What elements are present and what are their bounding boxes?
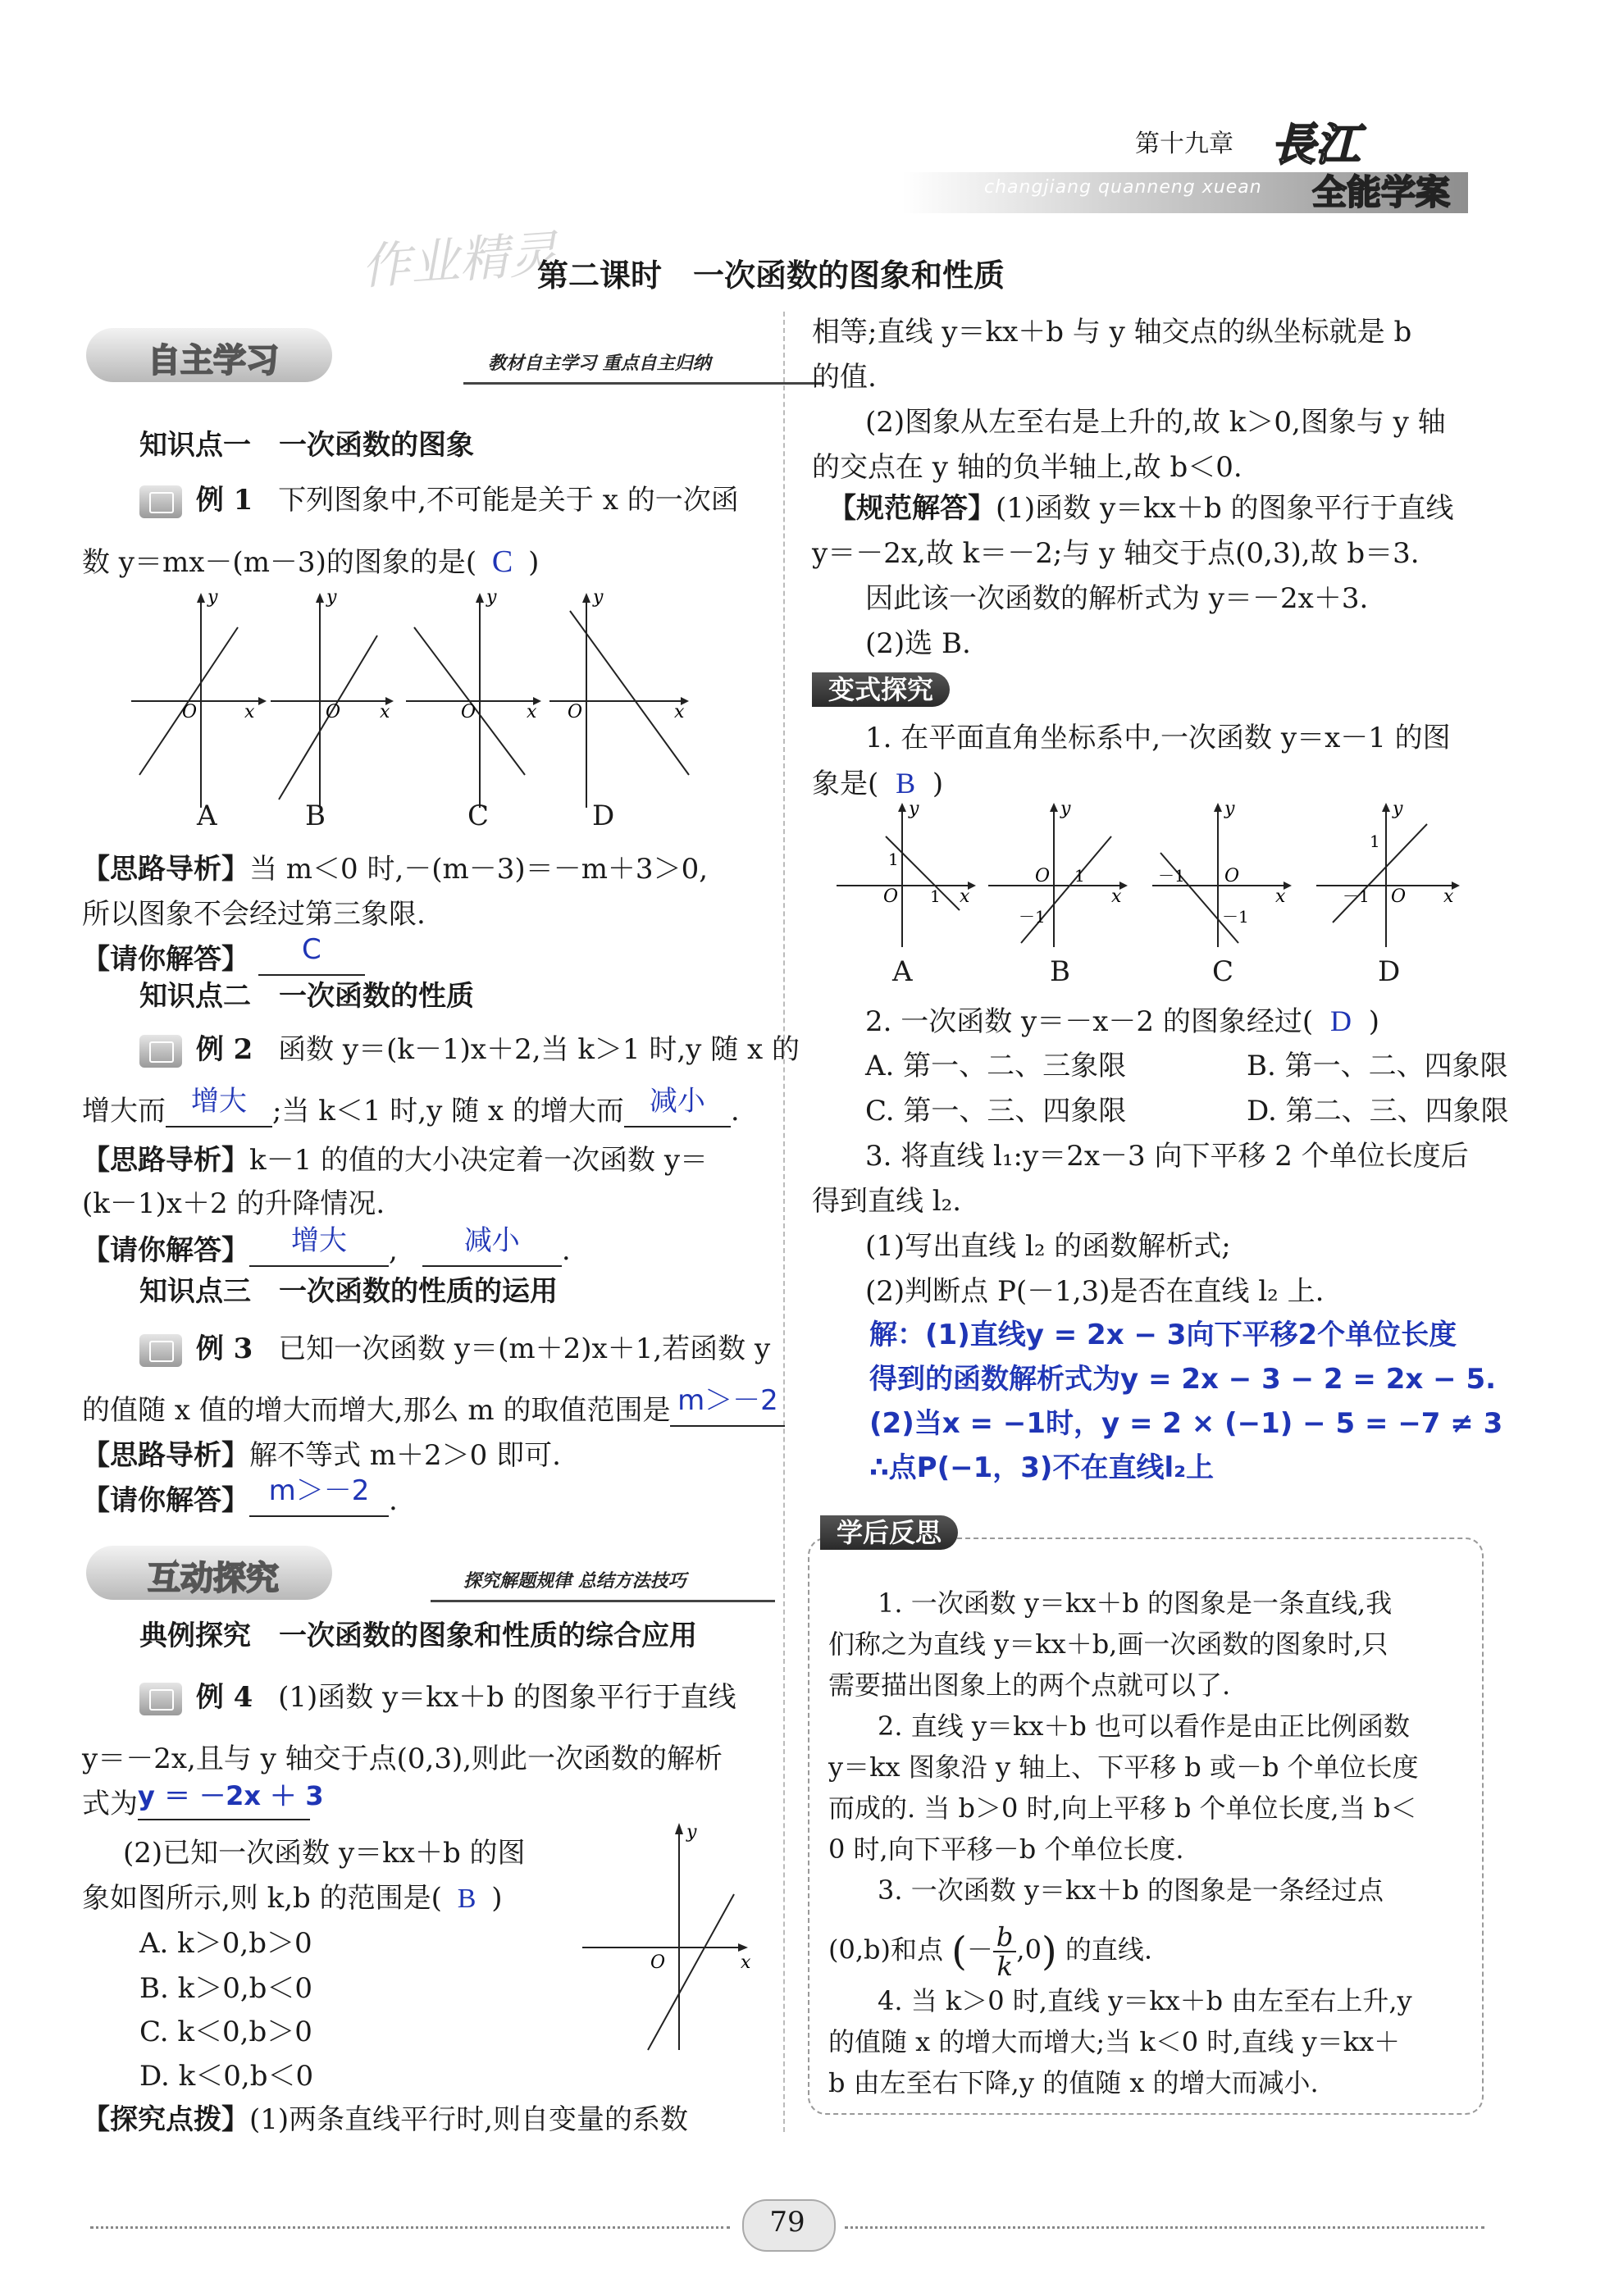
answer-blank bbox=[422, 1224, 562, 1267]
variant-option-d: D bbox=[1378, 955, 1401, 988]
axis-label: y bbox=[686, 1822, 697, 1843]
example-2-answer-row bbox=[82, 1224, 571, 1267]
example-2-line1 bbox=[139, 1033, 800, 1068]
option-a: A bbox=[197, 800, 217, 832]
answer-blank bbox=[249, 1474, 389, 1517]
tick-label: －1 bbox=[1019, 907, 1046, 927]
tick-label: －1 bbox=[1158, 866, 1185, 886]
example-4-text: (1)函数 y＝kx＋b 的图象平行于直线 bbox=[278, 1681, 736, 1714]
answer-tag: 【请你解答】 bbox=[82, 1484, 249, 1517]
answer-blank bbox=[138, 1780, 324, 1820]
section-subtitle: 教材自主学习 重点自主归纳 bbox=[488, 353, 711, 374]
thinking-text: 当 m＜0 时,－(m－3)＝－m＋3＞0, bbox=[249, 853, 709, 886]
variant-option-c: C bbox=[1212, 955, 1234, 988]
section-self-study bbox=[86, 328, 759, 385]
brand-top: 長江 bbox=[1271, 118, 1360, 171]
graph-b bbox=[271, 587, 394, 808]
handwritten-solution-3: (2)当x = −1时，y = 2 × (−1) − 5 = −7 ≠ 3 bbox=[869, 1407, 1503, 1440]
right-cont-4: 的交点在 y 轴的负半轴上,故 b＜0. bbox=[812, 451, 1243, 484]
graph-b bbox=[988, 800, 1128, 947]
reflection-p4-1: 4. 当 k＞0 时,直线 y＝kx＋b 由左至右上升,y bbox=[878, 1985, 1412, 2016]
origin-label: O bbox=[1035, 866, 1051, 886]
tick-label: 1 bbox=[930, 886, 941, 906]
example-icon bbox=[139, 1334, 182, 1367]
section-rule bbox=[431, 1600, 775, 1602]
example-1-close: ) bbox=[528, 546, 540, 579]
handwritten-solution-1: 解：(1)直线y = 2x − 3向下平移2个单位长度 bbox=[869, 1319, 1457, 1351]
variant-q2-answer: D bbox=[1329, 1004, 1352, 1037]
section-title: 互动探究 bbox=[148, 1560, 279, 1597]
header bbox=[0, 0, 1605, 221]
answer-blank bbox=[670, 1384, 785, 1427]
reflection-p2-2: y＝kx 图象沿 y 轴上、下平移 b 或－b 个单位长度 bbox=[828, 1752, 1419, 1783]
std-solution-2: y＝－2x,故 k＝－2;与 y 轴交于点(0,3),故 b＝3. bbox=[812, 537, 1420, 570]
example-2-line2 bbox=[82, 1085, 740, 1128]
variant-option-b: B bbox=[1050, 955, 1070, 988]
section-subtitle: 探究解题规律 总结方法技巧 bbox=[463, 1570, 686, 1592]
example-label: 例 1 bbox=[195, 484, 253, 517]
reflection-p2-3: 而成的. 当 b＞0 时,向上平移 b 个单位长度,当 b＜ bbox=[828, 1793, 1417, 1824]
example-2-text: 函数 y＝(k－1)x＋2,当 k＞1 时,y 随 x 的 bbox=[278, 1033, 800, 1066]
example-icon bbox=[139, 1035, 182, 1068]
header-pinyin: changjiang quanneng xuean bbox=[984, 177, 1262, 198]
axis-label: x bbox=[527, 702, 537, 722]
footer-rule-left bbox=[90, 2226, 730, 2229]
fraction-minus: － bbox=[966, 1934, 993, 1966]
variant-q1-graphs bbox=[828, 800, 1484, 955]
example-4-tip bbox=[82, 2103, 688, 2136]
example-1-text: 下列图象中,不可能是关于 x 的一次函 bbox=[278, 484, 739, 517]
example-3-line2 bbox=[82, 1384, 785, 1427]
variant-q2-choice-c: C. 第一、三、四象限 bbox=[865, 1095, 1127, 1128]
right-cont-1: 相等;直线 y＝kx＋b 与 y 轴交点的纵坐标就是 b bbox=[812, 316, 1412, 348]
knowledge-point-3: 知识点三 一次函数的性质的运用 bbox=[139, 1275, 558, 1308]
tick-label: 1 bbox=[1370, 831, 1380, 851]
axis-label: y bbox=[909, 800, 919, 819]
paren-close: ) bbox=[1041, 1929, 1057, 1975]
example-2-text2: 增大而 bbox=[82, 1095, 166, 1128]
variant-q1-text: 象是( bbox=[812, 768, 879, 800]
answer-fill: 增大 bbox=[291, 1224, 347, 1257]
choice-a: A. k＞0,b＞0 bbox=[139, 1927, 312, 1960]
section-rule bbox=[463, 382, 824, 385]
origin-label: O bbox=[650, 1952, 666, 1973]
fill-increase: 增大 bbox=[191, 1085, 247, 1118]
graph-c bbox=[406, 587, 541, 808]
example-4-text3: 式为 bbox=[82, 1788, 138, 1820]
right-cont-3: (2)图象从左至右是上升的,故 k＞0,图象与 y 轴 bbox=[865, 406, 1446, 439]
period: . bbox=[389, 1484, 398, 1517]
reflection-p3-text: (0,b)和点 bbox=[828, 1934, 943, 1966]
axis-label: y bbox=[593, 587, 604, 608]
footer-rule-right bbox=[845, 2226, 1484, 2229]
axis-label: x bbox=[741, 1952, 751, 1973]
example-icon bbox=[139, 1683, 182, 1715]
paren-open: ( bbox=[951, 1929, 967, 1975]
example-3-text: 已知一次函数 y＝(m＋2)x＋1,若函数 y bbox=[278, 1332, 771, 1365]
period: . bbox=[730, 1095, 740, 1128]
reflection-p4-2: 的值随 x 的增大而增大;当 k＜0 时,直线 y＝kx＋ bbox=[828, 2026, 1401, 2057]
example-4-line1 bbox=[139, 1681, 736, 1715]
answer-blank bbox=[258, 933, 365, 976]
std-solution-3: 因此该一次函数的解析式为 y＝－2x＋3. bbox=[865, 582, 1369, 615]
tick-label: 1 bbox=[888, 850, 899, 869]
tick-label: 1 bbox=[1074, 866, 1085, 886]
tip-tag: 【探究点拨】 bbox=[82, 2103, 249, 2136]
tick-label: －1 bbox=[1343, 886, 1370, 906]
section-interactive bbox=[86, 1546, 759, 1603]
example-4-part2-line2 bbox=[82, 1882, 502, 1916]
variant-q2-choice-d: D. 第二、三、四象限 bbox=[1247, 1095, 1509, 1128]
axis-label: x bbox=[674, 702, 685, 722]
lesson-title: 第二课时 一次函数的图象和性质 bbox=[537, 257, 1005, 294]
reflection-header: 学后反思 bbox=[820, 1515, 958, 1550]
fraction-numerator: b bbox=[993, 1923, 1016, 1952]
section-title: 自主学习 bbox=[148, 342, 279, 380]
page-number: 79 bbox=[769, 2206, 805, 2239]
answer-tag: 【请你解答】 bbox=[82, 943, 249, 976]
reflection-p2-4: 0 时,向下平移－b 个单位长度. bbox=[828, 1834, 1184, 1865]
thinking-text: 解不等式 m＋2＞0 即可. bbox=[249, 1439, 561, 1472]
axis-label: x bbox=[1443, 886, 1454, 907]
variant-q2-choice-b: B. 第一、二、四象限 bbox=[1247, 1050, 1508, 1082]
thinking-tag: 【思路导析】 bbox=[82, 853, 249, 886]
variant-q3-part2: (2)判断点 P(－1,3)是否在直线 l₂ 上. bbox=[865, 1275, 1325, 1308]
answer-fill: 减小 bbox=[463, 1224, 520, 1257]
reflection-p3-2 bbox=[828, 1923, 1152, 1980]
example-3-answer-row bbox=[82, 1474, 398, 1517]
example-4-line2: y＝－2x,且与 y 轴交于点(0,3),则此一次函数的解析 bbox=[82, 1742, 723, 1775]
variant-header: 变式探究 bbox=[812, 672, 950, 707]
example-1-answer: C bbox=[491, 544, 513, 579]
axis-label: y bbox=[1224, 800, 1235, 819]
variant-q2-close: ) bbox=[1368, 1005, 1380, 1038]
tip-text: (1)两条直线平行时,则自变量的系数 bbox=[249, 2103, 688, 2136]
axis-label: y bbox=[1060, 800, 1071, 819]
brand-bottom: 全能学案 bbox=[1312, 172, 1451, 212]
fraction bbox=[993, 1923, 1016, 1980]
choice-d: D. k＜0,b＜0 bbox=[139, 2060, 314, 2093]
example-label: 例 3 bbox=[195, 1332, 253, 1365]
example-4-part2-answer: B bbox=[457, 1884, 476, 1914]
std-solution-1 bbox=[828, 492, 1454, 525]
axis-label: y bbox=[1393, 800, 1403, 819]
example-1-line2 bbox=[82, 545, 539, 579]
example-1-thinking-2: 所以图象不会经过第三象限. bbox=[82, 898, 426, 931]
origin-label: O bbox=[182, 702, 198, 722]
choice-c: C. k＜0,b＞0 bbox=[139, 2016, 312, 2048]
variant-q2 bbox=[865, 1004, 1379, 1038]
example-1-thinking bbox=[82, 853, 708, 886]
comma: , bbox=[389, 1234, 398, 1267]
variant-q3-part1: (1)写出直线 l₂ 的函数解析式; bbox=[865, 1230, 1231, 1263]
graph-c bbox=[1152, 800, 1292, 947]
example-1-text2: 数 y＝mx－(m－3)的图象的是( bbox=[82, 546, 477, 579]
example-4-graph bbox=[574, 1816, 763, 2062]
origin-label: O bbox=[1391, 886, 1407, 907]
thinking-tag: 【思路导析】 bbox=[82, 1439, 249, 1472]
example-label: 例 4 bbox=[195, 1681, 253, 1714]
reflection-p1-2: 们称之为直线 y＝kx＋b,画一次函数的图象时,只 bbox=[828, 1629, 1388, 1660]
origin-label: O bbox=[461, 702, 476, 722]
example-2-thinking bbox=[82, 1144, 708, 1177]
std-tag: 【规范解答】 bbox=[828, 492, 996, 525]
example-3-line1 bbox=[139, 1332, 770, 1367]
example-3-thinking bbox=[82, 1439, 561, 1472]
variant-q3-line2: 得到直线 l₂. bbox=[812, 1185, 962, 1218]
axis-label: y bbox=[207, 587, 218, 608]
axis-label: y bbox=[326, 587, 337, 608]
example-4-close: ) bbox=[491, 1882, 503, 1915]
right-cont-2: 的值. bbox=[812, 361, 877, 394]
thinking-text: k－1 的值的大小决定着一次函数 y＝ bbox=[249, 1144, 709, 1177]
origin-label: O bbox=[883, 886, 899, 907]
origin-label: O bbox=[326, 702, 341, 722]
knowledge-point-2: 知识点二 一次函数的性质 bbox=[139, 980, 474, 1013]
tick-label: －1 bbox=[1222, 907, 1249, 927]
reflection-p3-text2: 的直线. bbox=[1065, 1934, 1153, 1966]
knowledge-point-4: 典例探究 一次函数的图象和性质的综合应用 bbox=[139, 1620, 697, 1652]
axis-label: x bbox=[1275, 886, 1286, 907]
variant-q1-line2 bbox=[812, 767, 943, 800]
brand-logo bbox=[1263, 107, 1476, 221]
graph-a bbox=[131, 587, 267, 808]
answer-tag: 【请你解答】 bbox=[82, 1234, 249, 1267]
option-d: D bbox=[592, 800, 615, 832]
axis-label: x bbox=[244, 702, 255, 722]
origin-label: O bbox=[1224, 866, 1240, 886]
example-4-line3 bbox=[82, 1780, 324, 1820]
example-label: 例 2 bbox=[195, 1033, 253, 1066]
example-2-text3: ;当 k＜1 时,y 随 x 的增大而 bbox=[272, 1095, 624, 1128]
graph-d bbox=[549, 587, 689, 808]
answer-blank bbox=[249, 1224, 389, 1267]
period: . bbox=[561, 1234, 571, 1267]
answer-blank bbox=[624, 1085, 731, 1128]
axis-label: y bbox=[486, 587, 497, 608]
example-1-answer-row bbox=[82, 933, 365, 976]
example-3-text2: 的值随 x 值的增大而增大,那么 m 的取值范围是 bbox=[82, 1394, 671, 1427]
header-chapter: 第十九章 bbox=[1135, 130, 1233, 158]
variant-q1-close: ) bbox=[932, 768, 944, 800]
answer-blank bbox=[166, 1085, 272, 1128]
reflection-p1-1: 1. 一次函数 y＝kx＋b 的图象是一条直线,我 bbox=[878, 1588, 1393, 1619]
example-2-thinking-2: (k－1)x＋2 的升降情况. bbox=[82, 1187, 385, 1220]
std-solution-4: (2)选 B. bbox=[865, 627, 971, 660]
graph-d bbox=[1316, 800, 1460, 947]
axis-label: x bbox=[380, 702, 390, 722]
option-c: C bbox=[467, 800, 490, 832]
reflection-p3-1: 3. 一次函数 y＝kx＋b 的图象是一条经过点 bbox=[878, 1875, 1384, 1906]
example-icon bbox=[139, 485, 182, 518]
variant-q2-choice-a: A. 第一、二、三象限 bbox=[865, 1050, 1127, 1082]
answer-fill: C bbox=[301, 933, 321, 966]
origin-label: O bbox=[568, 702, 583, 722]
handwritten-solution-2: 得到的函数解析式为y = 2x − 3 − 2 = 2x − 5. bbox=[869, 1363, 1497, 1396]
axis-label: x bbox=[1111, 886, 1122, 907]
example-1-graphs bbox=[123, 586, 763, 840]
answer-fill: m＞－2 bbox=[268, 1474, 370, 1507]
comma-zero: ,0 bbox=[1016, 1934, 1042, 1966]
reflection-p4-3: b 由左至右下降,y 的值随 x 的增大而减小. bbox=[828, 2067, 1319, 2098]
equation-fill: y ＝ －2x ＋ 3 bbox=[138, 1780, 324, 1811]
axis-label: x bbox=[960, 886, 970, 907]
example-1-line1 bbox=[139, 484, 739, 518]
watermark: 作业精灵 bbox=[359, 225, 560, 297]
variant-q3-line1: 3. 将直线 l₁:y＝2x－3 向下平移 2 个单位长度后 bbox=[865, 1140, 1469, 1173]
knowledge-point-1: 知识点一 一次函数的图象 bbox=[139, 429, 474, 462]
variant-option-a: A bbox=[892, 955, 913, 988]
variant-q1-answer: B bbox=[896, 767, 916, 800]
example-4-text4: 象如图所示,则 k,b 的范围是( bbox=[82, 1882, 442, 1915]
variant-q2-text: 2. 一次函数 y＝－x－2 的图象经过( bbox=[865, 1005, 1314, 1038]
fraction-denominator: k bbox=[996, 1951, 1013, 1982]
thinking-tag: 【思路导析】 bbox=[82, 1144, 249, 1177]
range-fill: m＞－2 bbox=[677, 1384, 778, 1417]
handwritten-solution-4: ∴点P(−1，3)不在直线l₂上 bbox=[869, 1451, 1215, 1484]
reflection-p1-3: 需要描出图象上的两个点就可以了. bbox=[828, 1670, 1231, 1701]
choice-b: B. k＞0,b＜0 bbox=[139, 1972, 313, 2005]
variant-q1-line1: 1. 在平面直角坐标系中,一次函数 y＝x－1 的图 bbox=[865, 722, 1451, 754]
fill-decrease: 减小 bbox=[649, 1085, 705, 1118]
graph-a bbox=[837, 800, 976, 947]
reflection-p2-1: 2. 直线 y＝kx＋b 也可以看作是由正比例函数 bbox=[878, 1711, 1411, 1742]
example-4-part2-line1: (2)已知一次函数 y＝kx＋b 的图 bbox=[123, 1837, 526, 1870]
column-divider bbox=[783, 312, 785, 2132]
std-text: (1)函数 y＝kx＋b 的图象平行于直线 bbox=[996, 492, 1454, 525]
option-b: B bbox=[305, 800, 326, 832]
